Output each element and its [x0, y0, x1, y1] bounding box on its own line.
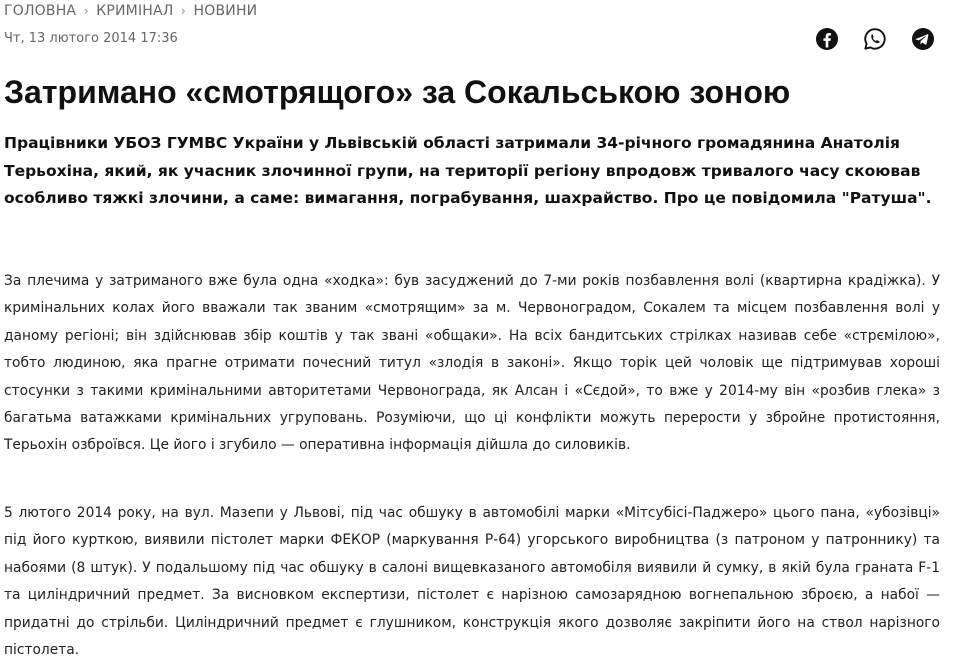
article-paragraph: За плечима у затриманого вже була одна «ходка»: був засуджений до 7-ми років позбавлення волі (квартирна крадіжка). У кримінальних колах його вважали так званим «смотрящим» за м. Червоноградом, Сокалем та місцем позбавлення волі у даному регіоні; він здійснював збір коштів у так звані «общаки». На всіх бандитських стрілках називав себе «стрємілою», тобто людиною, яка прагне отримати почесний титул «злодія в законі». Якщо торік цей чоловік ще підтримував хороші стосунки з такими кримінальними авторитетами Червонограда, як Алсан і «Сєдой», то вже у 2014-му він «розбив глека» з багатьма ватажками кримінальних угруповань. Розуміючи, що ці конфлікти можуть перерости у збройне протистояння, Терьохін озброївся. Це його і згубило — оперативна інформація дійшла до силовиків. — [4, 273, 940, 454]
share-buttons — [815, 27, 935, 51]
breadcrumb-separator-icon: › — [83, 4, 89, 18]
breadcrumb-separator-icon: › — [181, 4, 187, 18]
breadcrumb-crime-link[interactable]: КРИМІНАЛ — [96, 3, 174, 19]
facebook-icon — [815, 27, 839, 51]
breadcrumb-home-link[interactable]: ГОЛОВНА — [4, 3, 77, 19]
share-telegram-button[interactable] — [911, 27, 935, 51]
article-lead: Працівники УБОЗ ГУМВС України у Львівській області затримали 34-річного громадянина Анатолія Терьохіна, який, як учасник злочинної групи, на території регіону впродовж тривалого часу скоював особливо тяжкі злочини, а саме: вимагання, пограбування, шахрайство. Про це повідомила "Ратуша". — [4, 134, 932, 207]
share-whatsapp-button[interactable] — [863, 27, 887, 51]
article-title: Затримано «смотрящого» за Сокальською зоною — [4, 74, 791, 110]
article-date: Чт, 13 лютого 2014 17:36 — [4, 31, 178, 46]
whatsapp-icon — [863, 27, 887, 51]
article-paragraph: 5 лютого 2014 року, на вул. Мазепи у Львові, під час обшуку в автомобілі марки «Мітсубісі-Паджеро» цього пана, «убозівці» під його курткою, виявили пістолет марки ФЕКОР (маркування Р-64) угорського виробництва (з патроном у патроннику) та набоями (8 штук). У подальшому під час обшуку в салоні вищевказаного автомобіля виявили й сумку, в якій була граната F-1 та циліндричний предмет. За висновком експертизи, пістолет є нарізною самозарядною вогнепальною зброєю, а набої — придатні до стрільби. Циліндричний предмет є глушником, конструкція якого дозволяє закріпити його на ствол нарізного пістолета. — [4, 505, 940, 659]
breadcrumb-news-link[interactable]: НОВИНИ — [193, 3, 258, 19]
telegram-icon — [911, 27, 935, 51]
share-facebook-button[interactable] — [815, 27, 839, 51]
breadcrumb — [4, 2, 257, 20]
